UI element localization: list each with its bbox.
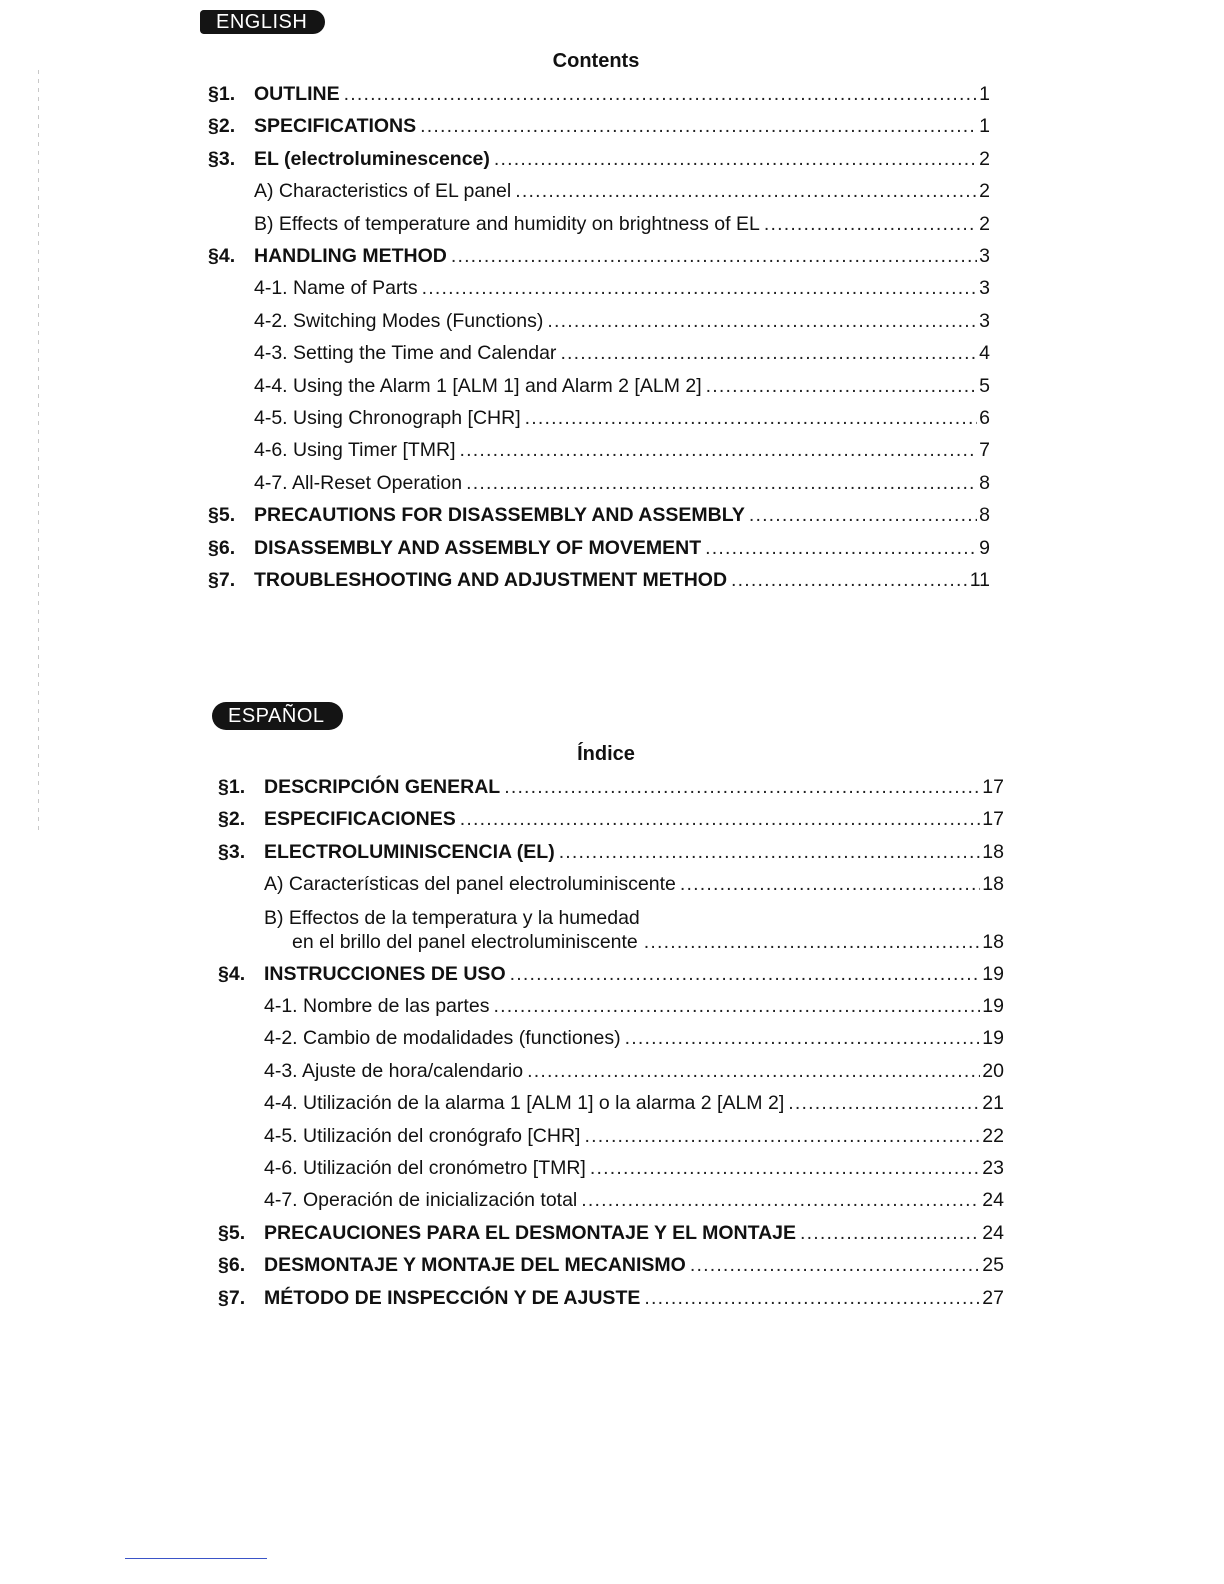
toc-entry-title: DESCRIPCIÓN GENERAL bbox=[264, 776, 501, 798]
toc-entry-page: 11 bbox=[969, 569, 990, 592]
toc-entry-number: §1. bbox=[208, 83, 236, 105]
toc-entry-page: 27 bbox=[982, 1286, 1004, 1309]
toc-entry-title: DISASSEMBLY AND ASSEMBLY OF MOVEMENT bbox=[254, 536, 702, 559]
toc-entry-title: INSTRUCCIONES DE USO bbox=[264, 962, 506, 985]
toc-entry-title bbox=[264, 906, 640, 954]
toc-entry bbox=[218, 1087, 1004, 1119]
toc-leader-dots bbox=[504, 771, 980, 803]
toc-leader-dots bbox=[764, 208, 977, 240]
toc-entry-title: MÉTODO DE INSPECCIÓN Y DE AJUSTE bbox=[264, 1286, 641, 1309]
toc-entry bbox=[208, 337, 990, 369]
toc-entry-title: 4-6. Using Timer [TMR] bbox=[254, 439, 456, 462]
toc-entry-page: 20 bbox=[982, 1059, 1004, 1082]
toc-entry-page: 25 bbox=[982, 1254, 1004, 1277]
toc-entry-title: 4-7. Operación de inicialización total bbox=[264, 1189, 578, 1212]
toc-entry-page: 22 bbox=[982, 1124, 1004, 1147]
toc-entry-title: 4-2. Switching Modes (Functions) bbox=[254, 309, 544, 332]
toc-entry bbox=[208, 208, 990, 240]
toc-entry-page: 2 bbox=[979, 212, 990, 235]
toc-entry-title: DESMONTAJE Y MONTAJE DEL MECANISMO bbox=[264, 1254, 686, 1277]
espanol-badge: ESPAÑOL bbox=[212, 702, 343, 730]
toc-entry bbox=[218, 1152, 1004, 1184]
toc-entry-page: 18 bbox=[982, 930, 1004, 953]
toc-entry-title: 4-1. Nombre de las partes bbox=[264, 995, 490, 1018]
toc-entry-number: §2. bbox=[208, 115, 236, 138]
toc-leader-dots bbox=[515, 175, 977, 207]
english-badge: ENGLISH bbox=[200, 10, 325, 34]
toc-entry-page: 7 bbox=[979, 439, 990, 462]
espanol-toc-list bbox=[218, 771, 1004, 1314]
toc-leader-dots bbox=[510, 958, 981, 990]
toc-entry bbox=[218, 958, 1004, 990]
toc-entry bbox=[208, 305, 990, 337]
toc-leader-dots bbox=[559, 836, 981, 868]
toc-entry bbox=[208, 272, 990, 304]
toc-leader-dots bbox=[644, 1282, 980, 1314]
toc-entry bbox=[208, 143, 990, 175]
toc-leader-dots bbox=[581, 1184, 980, 1216]
toc-entry-title: ELECTROLUMINISCENCIA (EL) bbox=[264, 840, 555, 863]
toc-entry-page: 6 bbox=[979, 407, 990, 430]
toc-entry bbox=[218, 990, 1004, 1022]
toc-entry-title: 4-3. Setting the Time and Calendar bbox=[254, 342, 557, 365]
toc-leader-dots bbox=[625, 1022, 981, 1054]
toc-leader-dots bbox=[493, 990, 980, 1022]
toc-entry bbox=[208, 175, 990, 207]
toc-entry bbox=[218, 1055, 1004, 1087]
toc-entry bbox=[208, 499, 990, 531]
toc-entry-page: 1 bbox=[979, 115, 990, 138]
toc-leader-dots bbox=[706, 370, 978, 402]
toc-entry-number: §6. bbox=[208, 536, 236, 559]
toc-entry-page: 19 bbox=[982, 962, 1004, 985]
toc-entry bbox=[218, 771, 1004, 803]
toc-leader-dots bbox=[451, 240, 977, 272]
toc-entry-page: 2 bbox=[979, 147, 990, 170]
toc-leader-dots bbox=[460, 434, 978, 466]
toc-entry-title: 4-2. Cambio de modalidades (functiones) bbox=[264, 1027, 621, 1050]
english-toc-title: Contents bbox=[552, 50, 640, 72]
toc-entry-title: B) Effects of temperature and humidity on brightness of EL bbox=[254, 212, 760, 235]
toc-entry bbox=[218, 1184, 1004, 1216]
toc-entry-page: 3 bbox=[979, 309, 990, 332]
toc-entry-title: SPECIFICATIONS bbox=[254, 115, 417, 138]
toc-entry bbox=[218, 1022, 1004, 1054]
toc-entry-page: 5 bbox=[979, 374, 990, 397]
toc-entry-title-line1: B) Effectos de la temperatura y la humedad bbox=[264, 906, 640, 929]
toc-entry-page: 23 bbox=[982, 1157, 1004, 1180]
toc-entry-title: A) Characteristics of EL panel bbox=[254, 180, 512, 203]
toc-entry bbox=[208, 402, 990, 434]
toc-leader-dots bbox=[705, 532, 977, 564]
toc-entry bbox=[208, 564, 990, 596]
toc-leader-dots bbox=[422, 272, 977, 304]
toc-entry-number: §7. bbox=[218, 1286, 246, 1309]
toc-entry-page: 1 bbox=[979, 83, 990, 105]
toc-entry-page: 24 bbox=[982, 1221, 1004, 1244]
toc-leader-dots bbox=[344, 78, 978, 110]
toc-entry-title: 4-7. All-Reset Operation bbox=[254, 471, 463, 494]
toc-entry-number: §5. bbox=[208, 504, 236, 527]
toc-entry-number: §3. bbox=[218, 840, 246, 863]
toc-leader-dots bbox=[644, 930, 981, 954]
toc-entry-title: EL (electroluminescence) bbox=[254, 147, 490, 170]
toc-entry-page: 21 bbox=[982, 1092, 1004, 1115]
toc-leader-dots bbox=[690, 1249, 980, 1281]
toc-leader-dots bbox=[800, 1217, 980, 1249]
toc-entry bbox=[208, 370, 990, 402]
toc-entry-title: 4-5. Utilización del cronógrafo [CHR] bbox=[264, 1124, 581, 1147]
toc-entry bbox=[218, 1282, 1004, 1314]
toc-entry-page: 8 bbox=[979, 504, 990, 527]
toc-leader-dots bbox=[420, 110, 977, 142]
espanol-toc-title: Índice bbox=[577, 743, 635, 765]
toc-entry bbox=[218, 803, 1004, 835]
toc-entry-title: 4-5. Using Chronograph [CHR] bbox=[254, 407, 521, 430]
toc-entry bbox=[208, 532, 990, 564]
toc-entry-number: §3. bbox=[208, 147, 236, 170]
toc-leader-dots bbox=[560, 337, 977, 369]
toc-entry-number: §2. bbox=[218, 808, 246, 831]
toc-entry-title: A) Características del panel electroluminiscente bbox=[264, 873, 676, 896]
toc-entry-page: 18 bbox=[982, 873, 1004, 896]
toc-leader-dots bbox=[527, 1055, 980, 1087]
toc-entry-title: PRECAUTIONS FOR DISASSEMBLY AND ASSEMBLY bbox=[254, 504, 745, 527]
toc-entry-title: TROUBLESHOOTING AND ADJUSTMENT METHOD bbox=[254, 569, 728, 592]
toc-entry-number: §4. bbox=[208, 245, 236, 268]
toc-entry-page: 9 bbox=[979, 536, 990, 559]
toc-leader-dots bbox=[590, 1152, 980, 1184]
toc-leader-dots bbox=[749, 499, 977, 531]
english-toc-list bbox=[208, 78, 990, 597]
toc-entry-title: 4-1. Name of Parts bbox=[254, 277, 418, 300]
toc-leader-dots bbox=[788, 1087, 980, 1119]
scan-edge-mark bbox=[38, 70, 39, 830]
toc-entry-title: 4-4. Utilización de la alarma 1 [ALM 1] o la alarma 2 [ALM 2] bbox=[264, 1092, 785, 1115]
toc-entry bbox=[218, 1217, 1004, 1249]
toc-entry bbox=[208, 78, 990, 110]
toc-entry-number: §6. bbox=[218, 1254, 246, 1277]
toc-entry bbox=[218, 868, 1004, 900]
toc-leader-dots bbox=[466, 467, 977, 499]
toc-entry bbox=[208, 240, 990, 272]
toc-leader-dots bbox=[584, 1120, 980, 1152]
toc-entry bbox=[218, 901, 1004, 958]
toc-entry-number: §5. bbox=[218, 1221, 246, 1244]
toc-leader-dots bbox=[494, 143, 977, 175]
toc-entry bbox=[208, 110, 990, 142]
toc-entry-number: §1. bbox=[218, 776, 246, 798]
toc-leader-dots bbox=[547, 305, 977, 337]
toc-entry-title-line2: en el brillo del panel electroluminiscente bbox=[292, 930, 638, 953]
toc-entry-title: 4-6. Utilización del cronómetro [TMR] bbox=[264, 1157, 586, 1180]
toc-entry-title: ESPECIFICACIONES bbox=[264, 808, 456, 831]
toc-entry-page: 19 bbox=[982, 995, 1004, 1018]
toc-entry-number: §4. bbox=[218, 962, 246, 985]
toc-entry-page: 4 bbox=[979, 342, 990, 365]
toc-entry-page: 19 bbox=[982, 1027, 1004, 1050]
toc-leader-dots bbox=[460, 803, 981, 835]
toc-entry-page: 3 bbox=[979, 245, 990, 268]
toc-entry-title: OUTLINE bbox=[254, 83, 340, 105]
toc-leader-dots bbox=[731, 564, 968, 596]
footnote-rule bbox=[125, 1558, 267, 1559]
toc-entry bbox=[208, 434, 990, 466]
toc-entry-title: PRECAUCIONES PARA EL DESMONTAJE Y EL MONTAJE bbox=[264, 1221, 797, 1244]
toc-entry bbox=[208, 467, 990, 499]
toc-entry-page: 18 bbox=[982, 840, 1004, 863]
toc-entry bbox=[218, 1120, 1004, 1152]
toc-leader-dots bbox=[680, 868, 980, 900]
toc-leader-dots bbox=[525, 402, 978, 434]
toc-entry bbox=[218, 836, 1004, 868]
toc-entry-page: 17 bbox=[982, 776, 1004, 798]
toc-entry-page: 8 bbox=[979, 471, 990, 494]
toc-entry-title: HANDLING METHOD bbox=[254, 245, 447, 268]
toc-entry-page: 24 bbox=[982, 1189, 1004, 1212]
toc-entry-page: 3 bbox=[979, 277, 990, 300]
toc-entry-title: 4-3. Ajuste de hora/calendario bbox=[264, 1059, 524, 1082]
toc-entry-page: 2 bbox=[979, 180, 990, 203]
toc-entry-page: 17 bbox=[982, 808, 1004, 831]
toc-entry-title: 4-4. Using the Alarm 1 [ALM 1] and Alarm 2 [ALM 2] bbox=[254, 374, 702, 397]
toc-entry-number: §7. bbox=[208, 569, 236, 592]
toc-entry bbox=[218, 1249, 1004, 1281]
